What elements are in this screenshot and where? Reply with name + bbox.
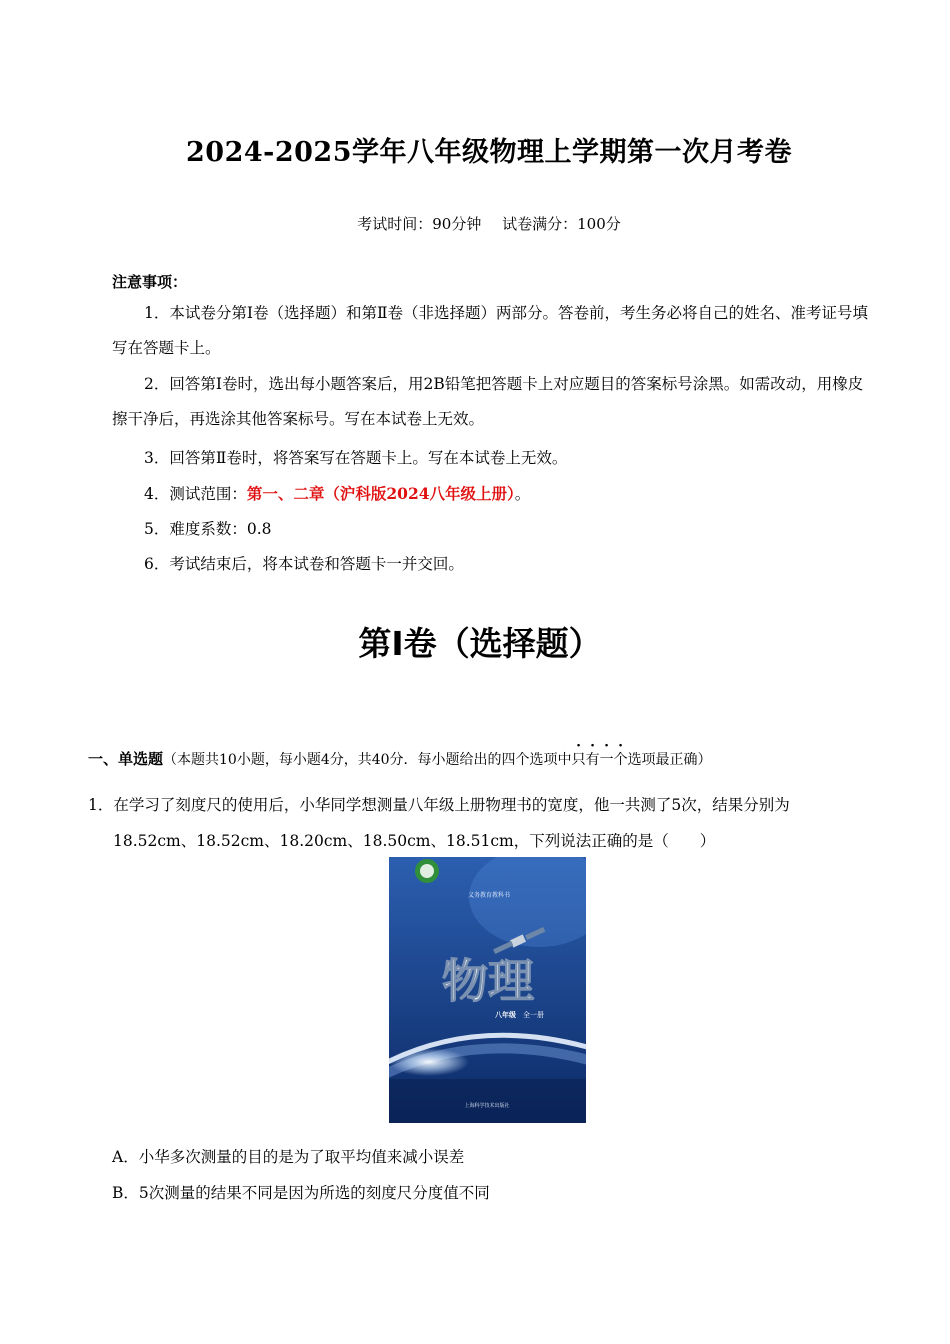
notice-item-4-suffix: 。: [514, 485, 531, 503]
notice-item-1: 1．本试卷分第Ⅰ卷（选择题）和第Ⅱ卷（非选择题）两部分。答卷前，考生务必将自己的姓名、准考证号填写在答题卡上。: [112, 304, 869, 357]
part-desc-end: 选项最正确）: [627, 752, 712, 768]
option-b: B．5次测量的结果不同是因为所选的刻度尺分度值不同: [112, 1184, 490, 1202]
emphasis-char: 只: [571, 752, 586, 768]
notice-item-4-prefix: 4．测试范围：: [144, 485, 247, 503]
cover-volume: 全一册: [523, 1011, 544, 1019]
physics-book-cover: [389, 857, 586, 1123]
notice-item-5: 5．难度系数：0.8: [144, 520, 272, 538]
part-title: 一、单选题: [88, 750, 164, 768]
page-title: 2024-2025学年八年级物理上学期第一次月考卷: [186, 137, 792, 168]
exam-time: 考试时间：90分钟: [357, 215, 482, 233]
notice-heading: 注意事项：: [112, 273, 188, 291]
exam-score: 试卷满分：100分: [502, 215, 621, 233]
notice-item-4: [112, 476, 872, 512]
section-title: 第Ⅰ卷（选择题）: [358, 624, 602, 663]
emphasis-char: 个: [613, 752, 628, 768]
part-heading: [88, 748, 712, 769]
cover-series: 义务教育教科书: [467, 892, 511, 899]
notice-item-6: 6．考试结束后，将本试卷和答题卡一并交回。: [144, 555, 464, 573]
cover-grade: 八年级: [495, 1011, 516, 1019]
notice-item-2: 2．回答第Ⅰ卷时，选出每小题答案后，用2B铅笔把答题卡上对应题目的答案标号涂黑。如需改动，用橡皮擦干净后，再选涂其他答案标号。写在本试卷上无效。: [112, 375, 864, 428]
question-1: [88, 787, 888, 859]
option-a: A．小华多次测量的目的是为了取平均值来减小误差: [112, 1148, 465, 1166]
cover-title: 物理: [442, 954, 534, 1008]
part-desc: （本题共10小题，每小题4分，共40分．每小题给出的四个选项中: [163, 752, 572, 768]
exam-info: [0, 213, 950, 234]
question-1-line-2: 18.52cm、18.52cm、18.20cm、18.50cm、18.51cm，下列说法正确的是（ ）: [113, 832, 716, 850]
notice-item-3: 3．回答第Ⅱ卷时，将答案写在答题卡上。写在本试卷上无效。: [144, 449, 568, 467]
question-1-line-1: 1．在学习了刻度尺的使用后，小华同学想测量八年级上册物理书的宽度，他一共测了5次，结果分别为: [88, 796, 790, 814]
test-scope: 第一、二章（沪科版2024八年级上册）: [246, 484, 515, 503]
emphasis-char: 有: [585, 752, 600, 768]
emphasis-char: 一: [599, 752, 614, 768]
cover-publisher: 上海科学技术出版社: [464, 1103, 510, 1109]
